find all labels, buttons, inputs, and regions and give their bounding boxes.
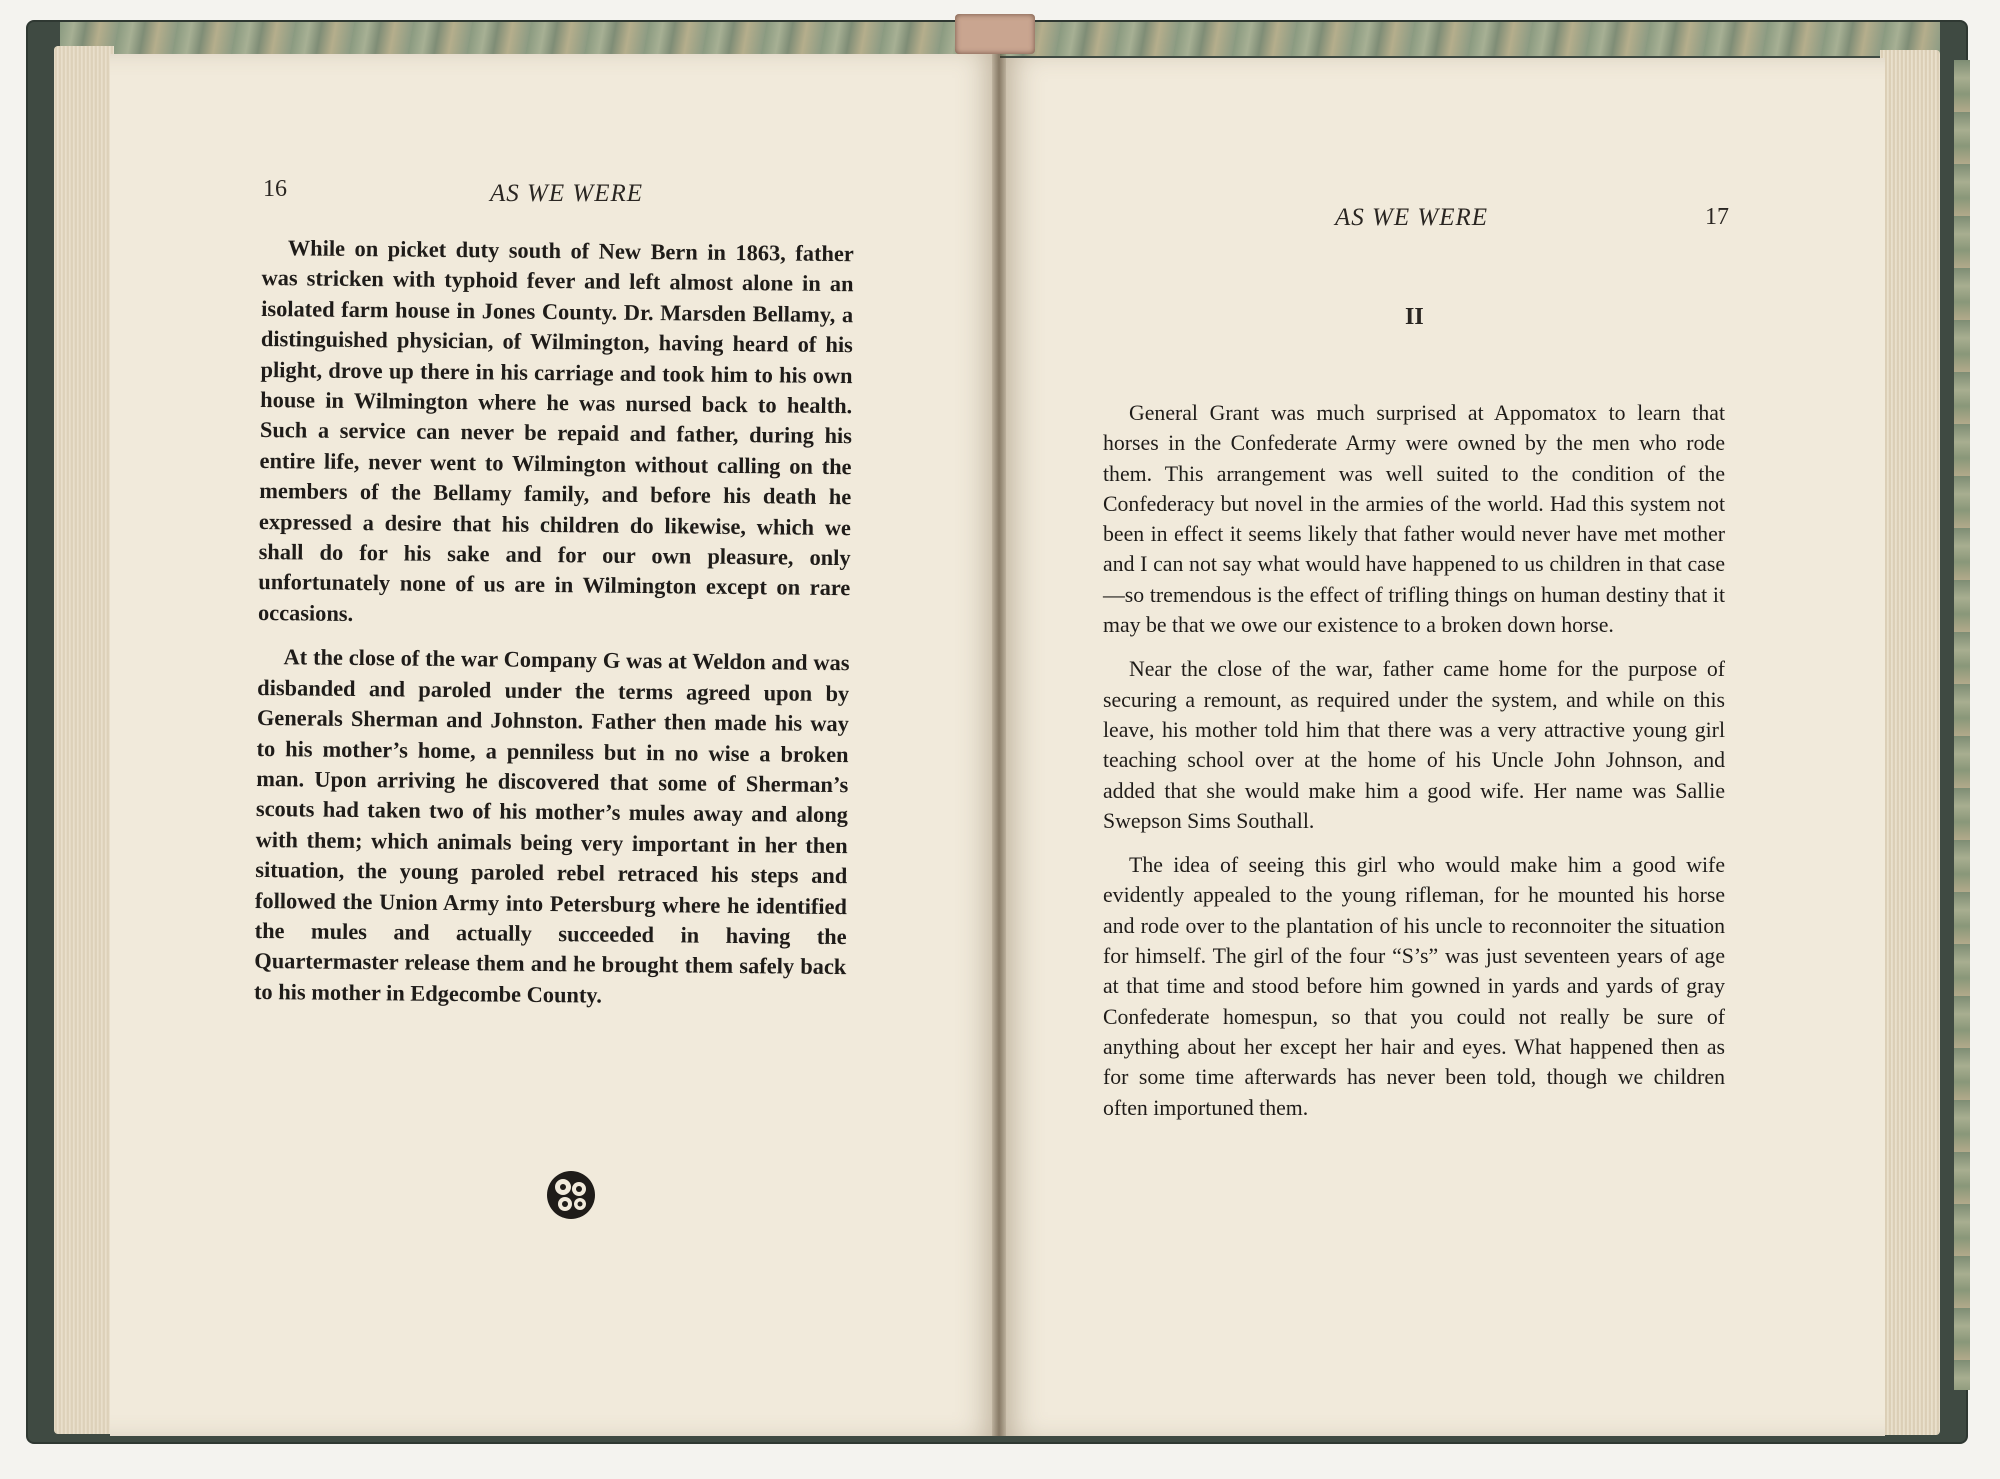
marbled-board-right (1954, 60, 1970, 1390)
left-page-number: 16 (263, 176, 287, 202)
page-block-edge-left (54, 46, 114, 1434)
left-page (110, 54, 1000, 1436)
right-body-text (1103, 398, 1725, 1137)
left-paragraph-1: While on picket duty south of New Bern in 1863, father was stricken with typhoid fever and left almost alone in an isolated farm house in Jones County. Dr. Marsden Bellamy, a distinguished physician, of Wilmington, having heard of his plight, drove up there in his carriage and took him to his own house in Wilmington where he was nursed back to health. Such a service can never be repaid and father, during his entire life, never went to Wilmington without calling on the members of the Bellamy family, and before his death he expressed a desire that his children do likewise, which we shall do for his sake and for our own pleasure, only unfortunately none of us are in Wilmington except on rare occasions. (257, 235, 854, 626)
book-gutter (992, 54, 1006, 1436)
right-paragraph-2: Near the close of the war, father came home for the purpose of securing a remount, as required under the system, and while on this leave, his mother told him that there was a very attractive young girl teaching school over at the home of his Uncle John Johnson, and added that she would make him a good wife. Her name was Sallie Swepson Sims Southall. (1103, 657, 1725, 833)
spine-headband (955, 14, 1035, 54)
chapter-number: II (1405, 304, 1424, 330)
page-block-edge-right (1880, 50, 1940, 1435)
right-paragraph-1: General Grant was much surprised at Appomatox to learn that horses in the Confederate Army were owned by the men who rode them. This arrangement was well suited to the condition of the Confederacy but novel in the armies of the world. Had this system not been in effect it seems likely that father would never have met mother and I can not say what would have happened to us children in that case—so tremendous is the effect of trifling things on human destiny that it may be that we owe our existence to a broken down horse. (1103, 401, 1725, 638)
right-page (1000, 58, 1885, 1436)
left-paragraph-2: At the close of the war Company G was at Weldon and was disbanded and paroled under the terms agreed upon by Generals Sherman and Johnston. Father then made his way to his mother’s home, a penniless but in no wise a broken man. Upon arriving he discovered that some of Sherman’s scouts had taken two of his mother’s mules away and along with them; which animals being very important in her then situation, the young paroled rebel retraced his steps and followed the Union Army into Petersburg where he identified the mules and actually succeeded in having the Quartermaster release them and he brought them safely back to his mother in Edgecombe County. (253, 644, 850, 1008)
right-running-head: AS WE WERE (1335, 204, 1489, 231)
left-running-head: AS WE WERE (490, 180, 644, 207)
floral-tailpiece-icon (543, 1167, 599, 1223)
left-body-text (254, 233, 854, 1027)
right-page-number: 17 (1705, 204, 1729, 230)
right-paragraph-3: The idea of seeing this girl who would make him a good wife evidently appealed to the young rifleman, for he mounted his horse and rode over to the plantation of his uncle to reconnoiter the situation for himself. The girl of the four “S’s” was just seventeen years of age at that time and stood before him gowned in yards and yards of gray Confederate homespun, so that you could not really be sure of anything about her except her hair and eyes. What happened then as for some time afterwards has never been told, though we children often importuned them. (1103, 853, 1725, 1120)
